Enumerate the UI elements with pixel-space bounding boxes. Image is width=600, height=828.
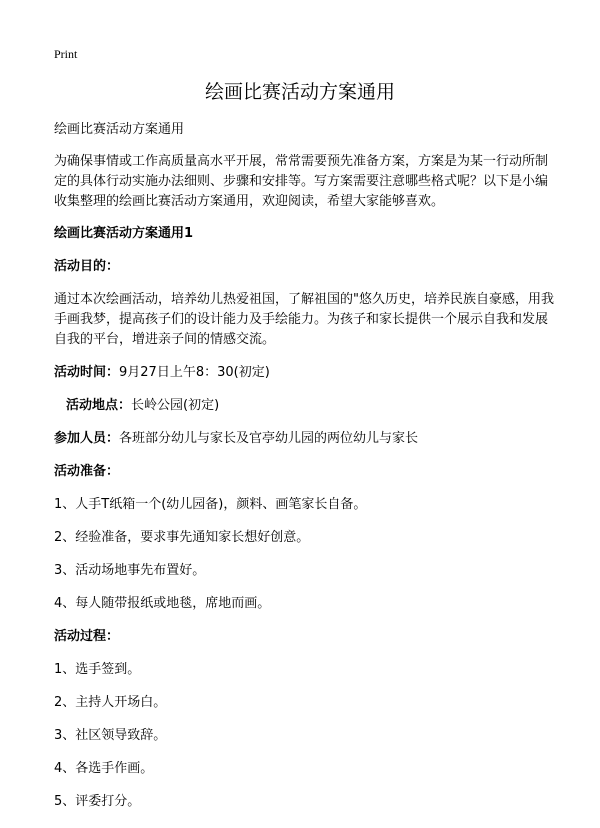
place-label: 活动地点： (66, 398, 132, 413)
article-body (54, 120, 560, 825)
list-item: 1、人手T纸箱一个(幼儿园备)，颜料、画笔家长自备。 (54, 497, 367, 512)
participants-value: 各班部分幼儿与家长及官亭幼儿园的两位幼儿与家长 (119, 431, 419, 446)
intro-paragraph: 为确保事情或工作高质量高水平开展，常常需要预先准备方案，方案是为某一行动所制定的具体行动实施办法细则、步骤和安排等。写方案需要注意哪些格式呢？以下是小编收集整理的绘画比赛活动方案通用，欢迎阅读，希望大家能够喜欢。 (54, 154, 549, 209)
list-item: 3、社区领导致辞。 (54, 728, 167, 743)
process-heading: 活动过程： (54, 629, 120, 644)
place-value: 长岭公园(初定) (131, 398, 220, 413)
purpose-heading: 活动目的： (54, 259, 120, 274)
purpose-paragraph: 通过本次绘画活动，培养幼儿热爱祖国，了解祖国的"悠久历史，培养民族自豪感，用我手画我梦，提高孩子们的设计能力及手绘能力。为孩子和家长提供一个展示自我和发展自我的平台，增进亲子间的情感交流。 (54, 292, 554, 347)
place-row (54, 396, 560, 416)
list-item: 2、经验准备，要求事先通知家长想好创意。 (54, 530, 310, 545)
list-item: 5、评委打分。 (54, 794, 141, 809)
subtitle: 绘画比赛活动方案通用 (54, 122, 185, 137)
prep-heading: 活动准备： (54, 464, 120, 479)
time-row (54, 363, 560, 383)
section-title: 绘画比赛活动方案通用1 (54, 226, 194, 241)
list-item: 1、选手签到。 (54, 662, 141, 677)
time-value: 9月27日上午8：30(初定) (119, 365, 270, 380)
list-item: 3、活动场地事先布置好。 (54, 563, 206, 578)
participants-label: 参加人员： (54, 431, 120, 446)
list-item: 2、主持人开场白。 (54, 695, 167, 710)
participants-row (54, 429, 560, 449)
list-item: 4、每人随带报纸或地毯，席地而画。 (54, 596, 271, 611)
time-label: 活动时间： (54, 365, 120, 380)
list-item: 4、各选手作画。 (54, 761, 154, 776)
page-title: 绘画比赛活动方案通用 (204, 81, 395, 103)
print-link[interactable]: Print (54, 47, 78, 61)
